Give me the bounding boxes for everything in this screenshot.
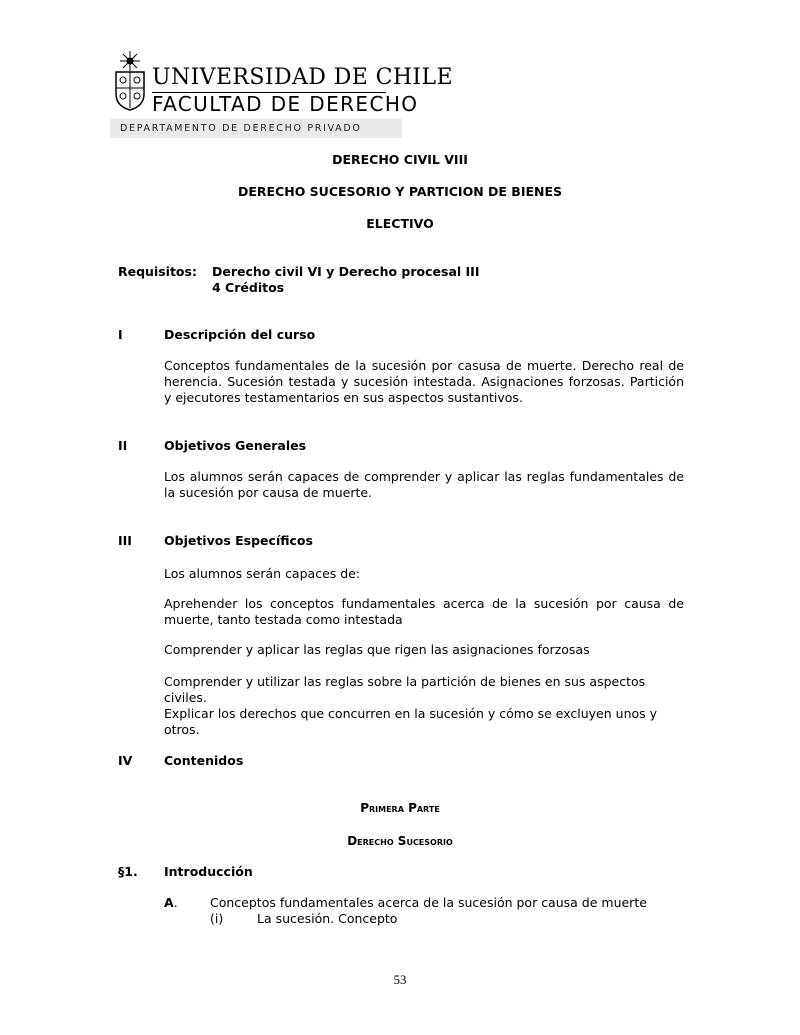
page-number: 53 (393, 972, 407, 987)
objective-item: Explicar los derechos que concurren en la sucesión y cómo se excluyen unos y otros. (164, 706, 658, 737)
section-heading: Objetivos Específicos (164, 533, 313, 548)
section-heading: Objetivos Generales (164, 438, 307, 453)
subitem-number: (i) (210, 911, 224, 926)
section-heading: Contenidos (164, 753, 244, 768)
university-name: UNIVERSIDAD DE CHILE (152, 65, 453, 90)
section-numeral: II (118, 438, 128, 453)
objective-item: Comprender y aplicar las reglas que rigen las asignaciones forzosas (164, 642, 590, 657)
section-numeral: I (118, 327, 123, 342)
section-heading: Descripción del curso (164, 327, 316, 342)
university-emblem-icon (112, 50, 148, 112)
section-paragraph: Los alumnos serán capaces de: (164, 566, 361, 581)
faculty-name: FACULTAD DE DERECHO (152, 92, 419, 116)
course-subtitle: DERECHO SUCESORIO Y PARTICION DE BIENES (237, 184, 563, 199)
objective-item: Aprehender los conceptos fundamentales acerca de la sucesión por causa de muerte, tanto testada como intestada (164, 596, 684, 627)
section-numeral: IV (118, 753, 133, 768)
requirements-line-2: 4 Créditos (212, 280, 285, 295)
section-numeral: III (118, 533, 132, 548)
part-title: Derecho Sucesorio (347, 834, 453, 848)
course-title: DERECHO CIVIL VIII (332, 152, 468, 167)
part-label: Primera Parte (360, 801, 440, 815)
item-letter: A. (164, 895, 178, 910)
course-type: ELECTIVO (366, 216, 434, 231)
subitem-text: La sucesión. Concepto (257, 911, 398, 926)
item-text: Conceptos fundamentales acerca de la sucesión por causa de muerte (210, 895, 647, 910)
paragraph-number: §1. (118, 864, 138, 879)
paragraph-title: Introducción (164, 864, 253, 879)
department-name: DEPARTAMENTO DE DERECHO PRIVADO (120, 123, 362, 134)
requirements-line-1: Derecho civil VI y Derecho procesal III (212, 264, 480, 279)
objective-item: Comprender y utilizar las reglas sobre la partición de bienes en sus aspectos civiles. (164, 674, 646, 705)
requirements-label: Requisitos: (118, 264, 197, 279)
section-paragraph: Conceptos fundamentales de la sucesión por casusa de muerte. Derecho real de herencia. Sucesión testada y sucesión intestada. Asignaciones forzosas. Partición y ejecutores testamentarios en sus aspectos sustantivos. (164, 358, 684, 405)
section-paragraph: Los alumnos serán capaces de comprender y aplicar las reglas fundamentales de la sucesión por causa de muerte. (164, 469, 684, 500)
